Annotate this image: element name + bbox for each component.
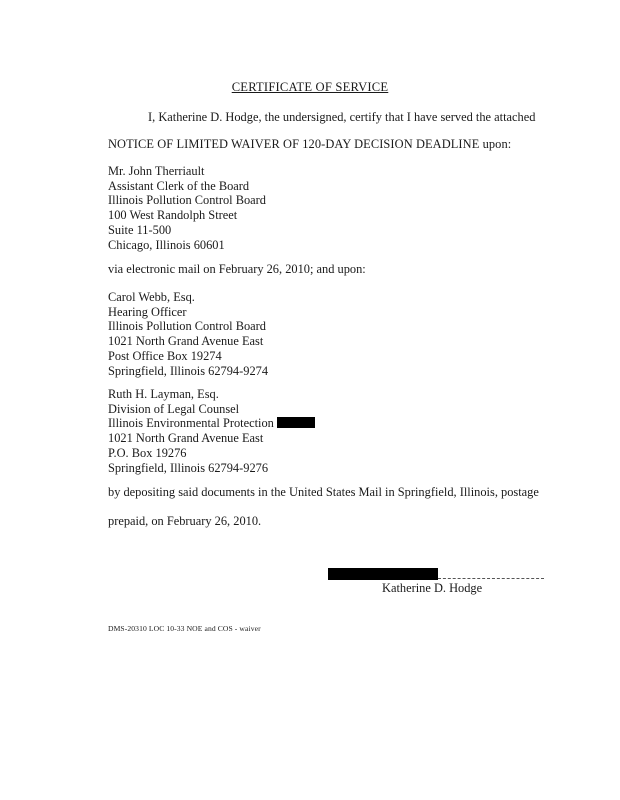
address-line: 1021 North Grand Avenue East — [108, 334, 264, 349]
intro-line-1: I, Katherine D. Hodge, the undersigned, certify that I have served the attached — [148, 110, 536, 124]
signatory-name: Katherine D. Hodge — [382, 581, 483, 595]
address-line: Post Office Box 19274 — [108, 348, 222, 363]
address-line: Carol Webb, Esq. — [108, 290, 195, 304]
address-line: Ruth H. Layman, Esq. — [108, 387, 219, 401]
signature-line — [438, 578, 544, 579]
address-line: Mr. John Therriault — [108, 164, 205, 178]
address-line: Division of Legal Counsel — [108, 401, 240, 416]
address-line: Hearing Officer — [108, 304, 187, 319]
address-line: Illinois Pollution Control Board — [108, 319, 266, 334]
recipient-block-3 — [108, 387, 315, 475]
document-footer: DMS-20310 LOC 10-33 NOE and COS - waiver — [108, 624, 261, 633]
redaction-box — [277, 417, 315, 428]
address-line: 100 West Randolph Street — [108, 208, 238, 223]
recipient-block-1 — [108, 164, 266, 252]
address-line: 1021 North Grand Avenue East — [108, 431, 264, 446]
document-title: CERTIFICATE OF SERVICE — [231, 80, 389, 94]
address-line: Assistant Clerk of the Board — [108, 178, 250, 193]
address-line: P.O. Box 19276 — [108, 445, 187, 460]
service-method-line: via electronic mail on February 26, 2010; and upon: — [108, 262, 366, 276]
recipient-block-2 — [108, 290, 268, 378]
address-line: Illinois Pollution Control Board — [108, 193, 266, 208]
signature-redaction — [328, 568, 438, 580]
deposit-line: by depositing said documents in the United States Mail in Springfield, Illinois, postage — [108, 485, 539, 499]
address-line: Springfield, Illinois 62794-9276 — [108, 460, 269, 475]
address-line: Illinois Environmental Protection — [108, 416, 274, 431]
address-line: Suite 11-500 — [108, 222, 172, 237]
intro-line-2: NOTICE OF LIMITED WAIVER OF 120-DAY DECISION DEADLINE upon: — [108, 137, 512, 151]
prepaid-line: prepaid, on February 26, 2010. — [108, 514, 262, 528]
address-line: Springfield, Illinois 62794-9274 — [108, 363, 269, 378]
address-line-with-redaction — [108, 416, 315, 431]
address-line: Chicago, Illinois 60601 — [108, 237, 225, 252]
